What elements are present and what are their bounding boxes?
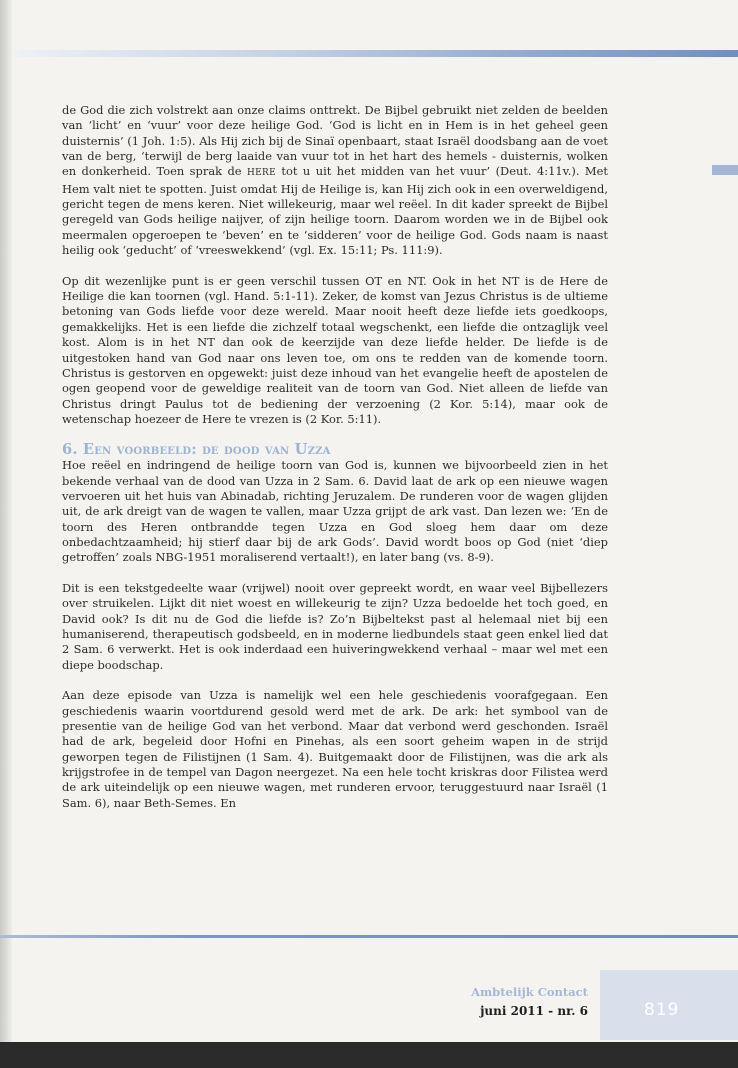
- here-small-caps: HERE: [247, 168, 276, 179]
- section-heading: 6. Een voorbeeld: de dood van Uzza: [62, 441, 331, 459]
- page-number: 819: [644, 1000, 680, 1020]
- scan-bottom-edge: [0, 1042, 738, 1068]
- paragraph-3: Hoe reëel en indringend de heilige toorn van God is, kunnen we bijvoorbeeld zien in het bekende verhaal van de dood van Uzza in 2 Sam. 6. David laat de ark op een nieuwe wagen vervoeren uit het huis van Abinadab, richting Jeruzalem. De runderen voor de wagen glijden uit, de ark dreigt van de wagen te vallen, maar Uzza grijpt de ark vast. Dan lezen we: ‘En de toorn des Heren ontbrandde tegen Uzza en God sloeg hem daar om deze onbedachtzaamheid; hij stierf daar bij de ark Gods’. David wordt boos op God (niet ‘diep getroffen’ zoals NBG-1951 moraliserend vertaalt!), en later bang (vs. 8-9).: [62, 458, 608, 565]
- paragraph-1-part-1: de God die zich volstrekt aan onze claims onttrekt. De Bijbel gebruikt niet zelden de beelden van ‘licht’ en ‘vuur’ voor deze heilige God. ‘God is licht en in Hem is in het geheel geen duisternis’ (1 Joh. 1:5). Als Hij zich bij de Sinaï openbaart, staat Israël doodsbang aan de voet van de berg, ‘terwijl de berg laaide van vuur tot in het hart des hemels - duisternis, wolken en donkerheid. Toen sprak de: [62, 103, 608, 179]
- paragraph-5: Aan deze episode van Uzza is namelijk wel een hele geschiedenis voorafgegaan. Een geschiedenis waarin voortdurend gesold werd met de ark. De ark: het symbool van de presentie van de heilige God van het verbond. Maar dat verbond werd geschonden. Israël had de ark, begeleid door Hofni en Pinehas, als een soort geheim wapen in de strijd geworpen tegen de Filistijnen (1 Sam. 4). Buitgemaakt door de Filistijnen, was die ark als krijgstrofee in de tempel van Dagon neergezet. Na een hele tocht kriskras door Filistea werd de ark uiteindelijk op een nieuwe wagen, met runderen ervoor, teruggestuurd naar Israël (1 Sam. 6), naar Beth-Semes. En: [62, 688, 608, 810]
- top-decorative-rule: [14, 50, 738, 57]
- paragraph-1: [62, 103, 608, 258]
- paragraph-2: Op dit wezenlijke punt is er geen verschil tussen OT en NT. Ook in het NT is de Here de Heilige die kan toornen (vgl. Hand. 5:1-11). Zeker, de komst van Jezus Christus is de ultieme betoning van Gods liefde voor deze wereld. Maar nooit heeft deze liefde iets goedkoops, gemakkelijks. Het is een liefde die zichzelf totaal wegschenkt, een liefde die ontzaglijk veel kost. Alom is in het NT dan ook de keerzijde van deze liefde helder. De liefde is de uitgestoken hand van God naar ons leven toe, om ons te redden van de komende toorn. Christus is gestorven en opgewekt: juist deze inhoud van het evangelie heeft de apostelen de ogen geopend voor de geweldige realiteit van de toorn van God. Niet alleen de liefde van Christus dringt Paulus tot de bediening der verzoening (2 Kor. 5:14), maar ook de wetenschap hoezeer de Here te vrezen is (2 Kor. 5:11).: [62, 273, 608, 426]
- article-body: [62, 103, 608, 811]
- issue-info: juni 2011 - nr. 6: [480, 1004, 588, 1018]
- page-gutter-shadow: [0, 0, 12, 1068]
- paragraph-1-part-2: tot u uit het midden van het vuur’ (Deut. 4:11v.). Met Hem valt niet te spotten. Juist omdat Hij de Heilige is, kan Hij zich ook in een overweldigend, gericht tegen de mens keren. Niet willekeurig, maar wel reëel. In dit kader spreekt de Bijbel geregeld van Gods heilige naijver, of zijn heilige toorn. Daarom worden we in de Bijbel ook meermalen opgeroepen te ‘beven’ en te ‘sidderen’ voor de heilige God. Gods naam is naast heilig ook ‘geducht’ of ‘vreeswekkend’ (vgl. Ex. 15:11; Ps. 111:9).: [62, 164, 609, 258]
- side-tab-marker: [712, 165, 738, 175]
- magazine-name: Ambtelijk Contact: [471, 985, 588, 999]
- bottom-decorative-rule: [0, 935, 738, 938]
- paragraph-4: Dit is een tekstgedeelte waar (vrijwel) nooit over gepreekt wordt, en waar veel Bijbellezers over struikelen. Lijkt dit niet woest en willekeurig te zijn? Uzza bedoelde het toch goed, en David ook? Is dit nu de God die liefde is? Zo’n Bijbeltekst past al helemaal niet bij een humaniserend, therapeutisch godsbeeld, en in moderne liedbundels staat geen enkel lied dat 2 Sam. 6 verwerkt. Het is ook inderdaad een huiveringwekkend verhaal – maar wel met een diepe boodschap.: [62, 580, 608, 672]
